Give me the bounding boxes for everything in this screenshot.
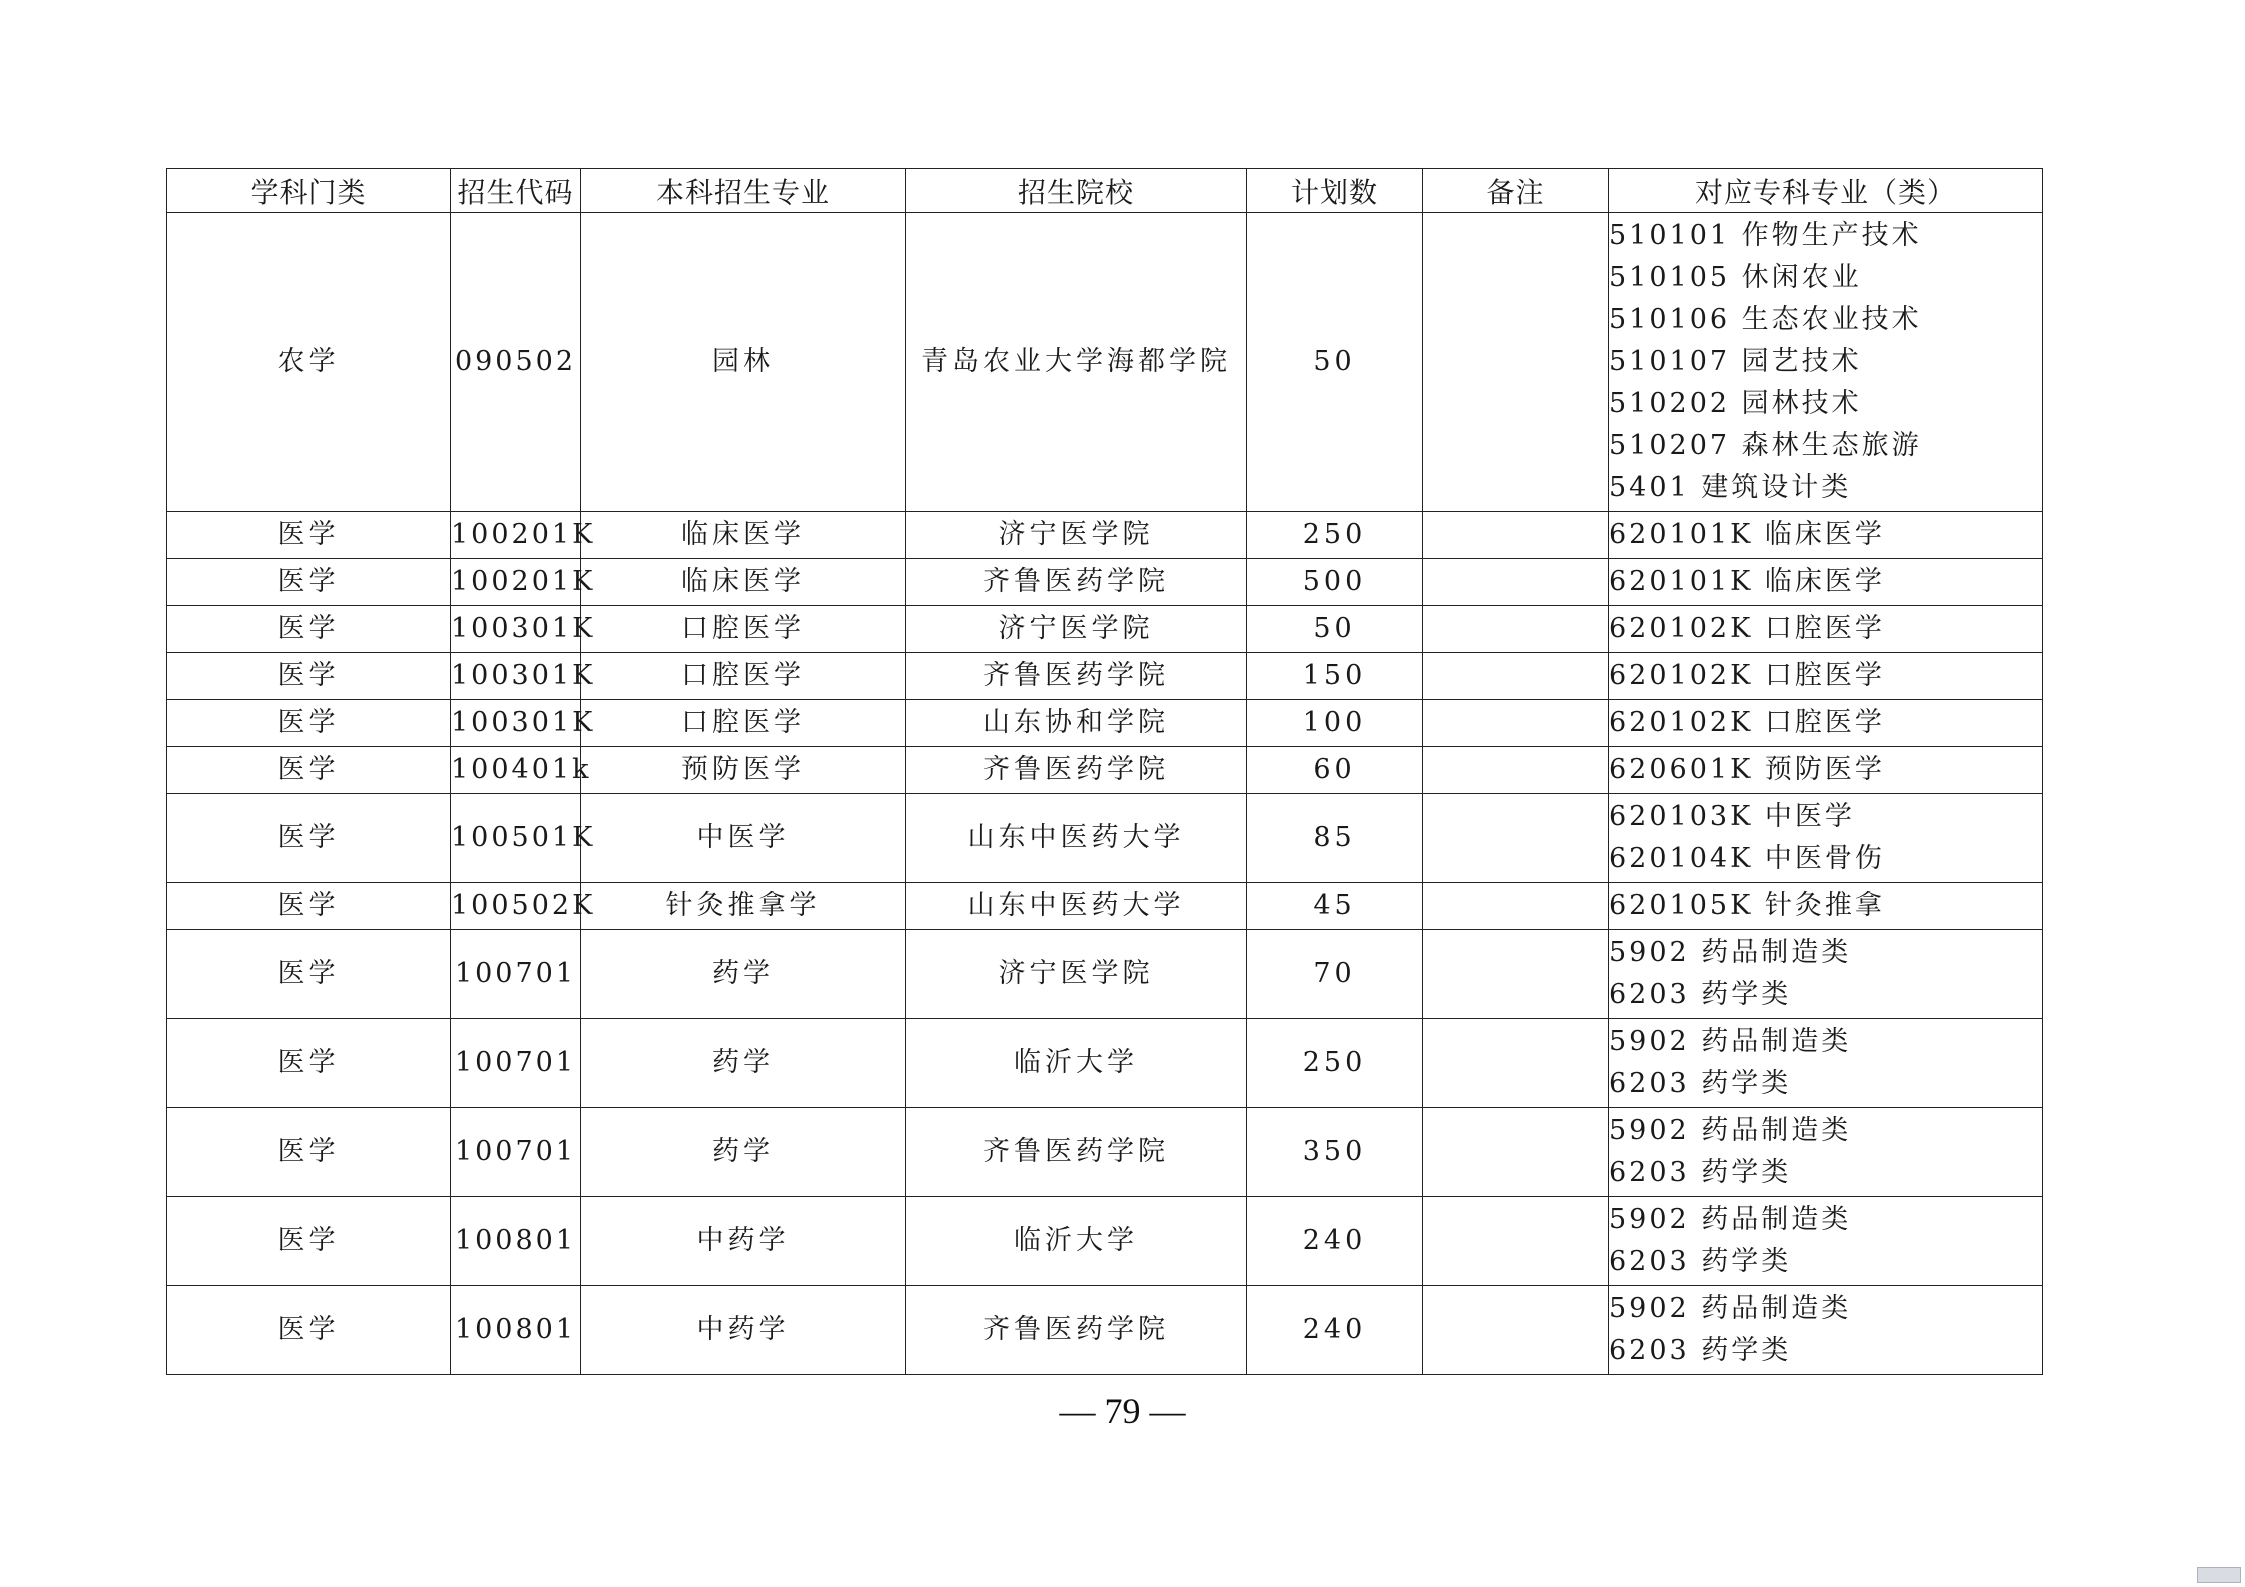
corresponding-major: 6203 药学类 (1609, 979, 1792, 1010)
cell-plan: 250 (1247, 512, 1423, 559)
cell-corresponding (1609, 883, 2043, 930)
cell-corresponding (1609, 213, 2043, 512)
cell-school: 山东协和学院 (906, 700, 1247, 747)
cell-major: 临床医学 (581, 512, 906, 559)
cell-note (1423, 1197, 1609, 1286)
cell-plan: 70 (1247, 930, 1423, 1019)
cell-corresponding (1609, 1108, 2043, 1197)
corresponding-list (1609, 606, 2042, 652)
cell-corresponding (1609, 1019, 2043, 1108)
corresponding-major: 5902 药品制造类 (1609, 1204, 1852, 1235)
corresponding-list (1609, 512, 2042, 558)
cell-corresponding (1609, 700, 2043, 747)
cell-note (1423, 930, 1609, 1019)
corresponding-major: 620104K 中医骨伤 (1609, 843, 1885, 874)
enrollment-plan-table (166, 168, 2043, 1375)
corresponding-list (1609, 747, 2042, 793)
cell-major: 中药学 (581, 1197, 906, 1286)
corresponding-major: 620102K 口腔医学 (1609, 613, 1885, 644)
cell-note (1423, 747, 1609, 794)
corresponding-major: 620102K 口腔医学 (1609, 707, 1885, 738)
cell-major: 口腔医学 (581, 606, 906, 653)
corresponding-list (1609, 1197, 2042, 1285)
table-body (167, 213, 2043, 1375)
header-note: 备注 (1423, 169, 1609, 213)
cell-corresponding (1609, 512, 2043, 559)
cell-code: 100501K (451, 794, 581, 883)
cell-corresponding (1609, 559, 2043, 606)
cell-school: 齐鲁医药学院 (906, 559, 1247, 606)
cell-major: 预防医学 (581, 747, 906, 794)
cell-plan: 350 (1247, 1108, 1423, 1197)
cell-category: 农学 (167, 213, 451, 512)
cell-school: 济宁医学院 (906, 930, 1247, 1019)
corresponding-major: 620101K 临床医学 (1609, 566, 1885, 597)
cell-category: 医学 (167, 1286, 451, 1375)
corresponding-major: 620102K 口腔医学 (1609, 660, 1885, 691)
cell-plan: 50 (1247, 606, 1423, 653)
cell-code: 100701 (451, 1108, 581, 1197)
corresponding-major: 5401 建筑设计类 (1609, 472, 1852, 503)
cell-note (1423, 653, 1609, 700)
cell-category: 医学 (167, 559, 451, 606)
cell-category: 医学 (167, 653, 451, 700)
cell-category: 医学 (167, 1197, 451, 1286)
cell-note (1423, 213, 1609, 512)
cell-category: 医学 (167, 1108, 451, 1197)
cell-note (1423, 794, 1609, 883)
cell-school: 临沂大学 (906, 1197, 1247, 1286)
cell-note (1423, 883, 1609, 930)
cell-code: 100201K (451, 512, 581, 559)
corresponding-major: 6203 药学类 (1609, 1335, 1792, 1366)
cell-code: 100801 (451, 1197, 581, 1286)
corresponding-list (1609, 1286, 2042, 1374)
corresponding-list (1609, 1019, 2042, 1107)
table-row (167, 213, 2043, 512)
cell-category: 医学 (167, 606, 451, 653)
cell-corresponding (1609, 930, 2043, 1019)
cell-category: 医学 (167, 1019, 451, 1108)
header-major: 本科招生专业 (581, 169, 906, 213)
corresponding-list (1609, 930, 2042, 1018)
cell-plan: 50 (1247, 213, 1423, 512)
cell-category: 医学 (167, 747, 451, 794)
cell-code: 100701 (451, 930, 581, 1019)
cell-plan: 240 (1247, 1286, 1423, 1375)
cell-category: 医学 (167, 700, 451, 747)
header-category: 学科门类 (167, 169, 451, 213)
header-plan: 计划数 (1247, 169, 1423, 213)
corresponding-list (1609, 653, 2042, 699)
corresponding-major: 510107 园艺技术 (1609, 346, 1862, 377)
header-school: 招生院校 (906, 169, 1247, 213)
cell-major: 临床医学 (581, 559, 906, 606)
corresponding-major: 6203 药学类 (1609, 1068, 1792, 1099)
cell-major: 药学 (581, 1019, 906, 1108)
cell-school: 齐鲁医药学院 (906, 653, 1247, 700)
cell-major: 中医学 (581, 794, 906, 883)
table-row (167, 1108, 2043, 1197)
cell-code: 100301K (451, 700, 581, 747)
corresponding-major: 510101 作物生产技术 (1609, 220, 1922, 251)
cell-major: 中药学 (581, 1286, 906, 1375)
corresponding-major: 620103K 中医学 (1609, 801, 1855, 832)
cell-school: 齐鲁医药学院 (906, 1286, 1247, 1375)
corresponding-major: 620601K 预防医学 (1609, 754, 1885, 785)
table-row (167, 700, 2043, 747)
corresponding-list (1609, 794, 2042, 882)
table-row (167, 606, 2043, 653)
cell-category: 医学 (167, 512, 451, 559)
cell-code: 100201K (451, 559, 581, 606)
cell-plan: 85 (1247, 794, 1423, 883)
corresponding-major: 510207 森林生态旅游 (1609, 430, 1922, 461)
table-row (167, 794, 2043, 883)
cell-school: 山东中医药大学 (906, 794, 1247, 883)
cell-category: 医学 (167, 883, 451, 930)
cell-note (1423, 1019, 1609, 1108)
corresponding-list (1609, 559, 2042, 605)
corresponding-major: 5902 药品制造类 (1609, 937, 1852, 968)
table-row (167, 930, 2043, 1019)
table-row (167, 559, 2043, 606)
cell-category: 医学 (167, 794, 451, 883)
corresponding-list (1609, 883, 2042, 929)
cell-corresponding (1609, 1197, 2043, 1286)
corresponding-major: 620101K 临床医学 (1609, 519, 1885, 550)
cell-school: 济宁医学院 (906, 606, 1247, 653)
cell-note (1423, 700, 1609, 747)
corresponding-list (1609, 213, 2042, 511)
table-row (167, 1197, 2043, 1286)
corresponding-major: 6203 药学类 (1609, 1246, 1792, 1277)
table-row (167, 512, 2043, 559)
cell-corresponding (1609, 747, 2043, 794)
watermark-logo (2197, 1567, 2241, 1583)
cell-corresponding (1609, 1286, 2043, 1375)
page-number: — 79 — (1059, 1391, 1186, 1431)
cell-note (1423, 559, 1609, 606)
cell-code: 090502 (451, 213, 581, 512)
cell-school: 临沂大学 (906, 1019, 1247, 1108)
cell-code: 100502K (451, 883, 581, 930)
table-row (167, 747, 2043, 794)
cell-corresponding (1609, 653, 2043, 700)
header-code: 招生代码 (451, 169, 581, 213)
cell-corresponding (1609, 606, 2043, 653)
cell-note (1423, 1286, 1609, 1375)
corresponding-list (1609, 700, 2042, 746)
table-row (167, 653, 2043, 700)
corresponding-major: 6203 药学类 (1609, 1157, 1792, 1188)
table-header-row (167, 169, 2043, 213)
cell-plan: 60 (1247, 747, 1423, 794)
cell-major: 药学 (581, 1108, 906, 1197)
cell-school: 青岛农业大学海都学院 (906, 213, 1247, 512)
corresponding-major: 620105K 针灸推拿 (1609, 890, 1885, 921)
corresponding-major: 510202 园林技术 (1609, 388, 1862, 419)
cell-plan: 250 (1247, 1019, 1423, 1108)
cell-school: 济宁医学院 (906, 512, 1247, 559)
corresponding-major: 5902 药品制造类 (1609, 1115, 1852, 1146)
cell-note (1423, 606, 1609, 653)
cell-code: 100301K (451, 653, 581, 700)
cell-note (1423, 1108, 1609, 1197)
cell-code: 100301K (451, 606, 581, 653)
cell-category: 医学 (167, 930, 451, 1019)
corresponding-major: 510105 休闲农业 (1609, 262, 1862, 293)
cell-plan: 150 (1247, 653, 1423, 700)
cell-major: 园林 (581, 213, 906, 512)
table-row (167, 883, 2043, 930)
cell-school: 齐鲁医药学院 (906, 1108, 1247, 1197)
cell-code: 100801 (451, 1286, 581, 1375)
cell-plan: 500 (1247, 559, 1423, 606)
corresponding-major: 510106 生态农业技术 (1609, 304, 1922, 335)
cell-plan: 45 (1247, 883, 1423, 930)
cell-plan: 100 (1247, 700, 1423, 747)
cell-major: 药学 (581, 930, 906, 1019)
cell-major: 针灸推拿学 (581, 883, 906, 930)
corresponding-list (1609, 1108, 2042, 1196)
cell-code: 100401k (451, 747, 581, 794)
cell-code: 100701 (451, 1019, 581, 1108)
table-row (167, 1019, 2043, 1108)
corresponding-major: 5902 药品制造类 (1609, 1026, 1852, 1057)
table-row (167, 1286, 2043, 1375)
cell-school: 齐鲁医药学院 (906, 747, 1247, 794)
cell-corresponding (1609, 794, 2043, 883)
cell-note (1423, 512, 1609, 559)
cell-major: 口腔医学 (581, 653, 906, 700)
cell-school: 山东中医药大学 (906, 883, 1247, 930)
header-corresponding: 对应专科专业（类） (1609, 169, 2043, 213)
cell-major: 口腔医学 (581, 700, 906, 747)
cell-plan: 240 (1247, 1197, 1423, 1286)
corresponding-major: 5902 药品制造类 (1609, 1293, 1852, 1324)
